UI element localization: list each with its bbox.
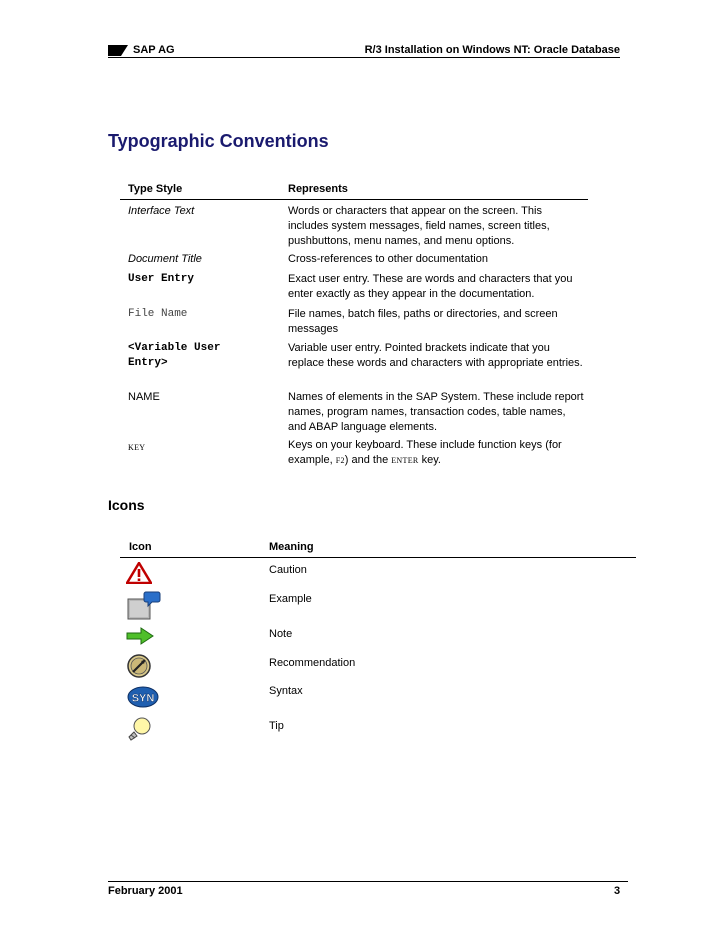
example-icon xyxy=(126,590,162,622)
typo-table-header-rule xyxy=(120,199,588,200)
typo-row-desc: Cross-references to other documentation xyxy=(288,253,488,265)
header-company: SAP AG xyxy=(133,44,175,56)
typo-row-desc: Words or characters that appear on the screen. This includes system messages, field names, screen titles, pushbuttons, menu names, and menu options. xyxy=(288,205,550,247)
footer-page-number: 3 xyxy=(614,885,621,897)
typo-row-desc: File names, batch files, paths or directories, and screen messages xyxy=(288,308,558,335)
icons-table-header-meaning: Meaning xyxy=(269,541,314,553)
typo-row-desc: Exact user entry. These are words and characters that you enter exactly as they appear in the documentation. xyxy=(288,273,573,300)
icon-meaning: Note xyxy=(269,628,293,640)
syntax-icon-label: SYN xyxy=(131,692,155,705)
recommendation-icon xyxy=(126,653,152,679)
key-desc-text: ) and the xyxy=(344,454,392,466)
typo-row-desc: Names of elements in the SAP System. These include report names, program names, transaction codes, table names, and ABAP language elements. xyxy=(288,391,584,433)
key-desc-text: key. xyxy=(418,454,441,466)
icon-meaning: Tip xyxy=(269,720,284,732)
typo-row-style: <Variable User Entry> xyxy=(128,342,221,369)
key-example-f2: F2 xyxy=(335,456,345,465)
icon-meaning: Example xyxy=(269,593,312,605)
syntax-icon xyxy=(126,685,160,709)
sap-logo xyxy=(108,45,128,56)
key-desc-text: Keys on your keyboard. These include function keys (for example, xyxy=(288,439,562,466)
icon-meaning: Recommendation xyxy=(269,657,356,669)
icons-table-header-icon: Icon xyxy=(129,541,152,553)
typo-row-style: Interface Text xyxy=(128,205,195,217)
typo-row-style: User Entry xyxy=(128,273,195,285)
typo-row-style: Document Title xyxy=(128,253,202,265)
footer-rule xyxy=(108,881,628,882)
header-rule xyxy=(108,57,620,58)
typo-table-header-type-style: Type Style xyxy=(128,183,183,195)
icons-table-header-rule xyxy=(120,557,636,558)
note-icon xyxy=(126,627,154,645)
caution-icon xyxy=(126,562,152,584)
typo-row-style: KEY xyxy=(128,443,146,452)
typo-row-desc xyxy=(288,438,584,468)
typo-row-style: File Name xyxy=(128,308,188,320)
icon-meaning: Caution xyxy=(269,564,307,576)
section-title-typographic-conventions: Typographic Conventions xyxy=(108,131,329,151)
typo-row-style: NAME xyxy=(128,391,160,403)
tip-icon xyxy=(126,716,154,742)
typo-row-desc: Variable user entry. Pointed brackets indicate that you replace these words and characters with appropriate entries. xyxy=(288,342,583,369)
typo-table-header-represents: Represents xyxy=(288,183,348,195)
footer-date: February 2001 xyxy=(108,885,183,897)
key-example-enter: ENTER xyxy=(391,456,419,465)
icon-meaning: Syntax xyxy=(269,685,303,697)
section-title-icons: Icons xyxy=(108,497,145,513)
header-document-title: R/3 Installation on Windows NT: Oracle Database xyxy=(364,44,620,56)
